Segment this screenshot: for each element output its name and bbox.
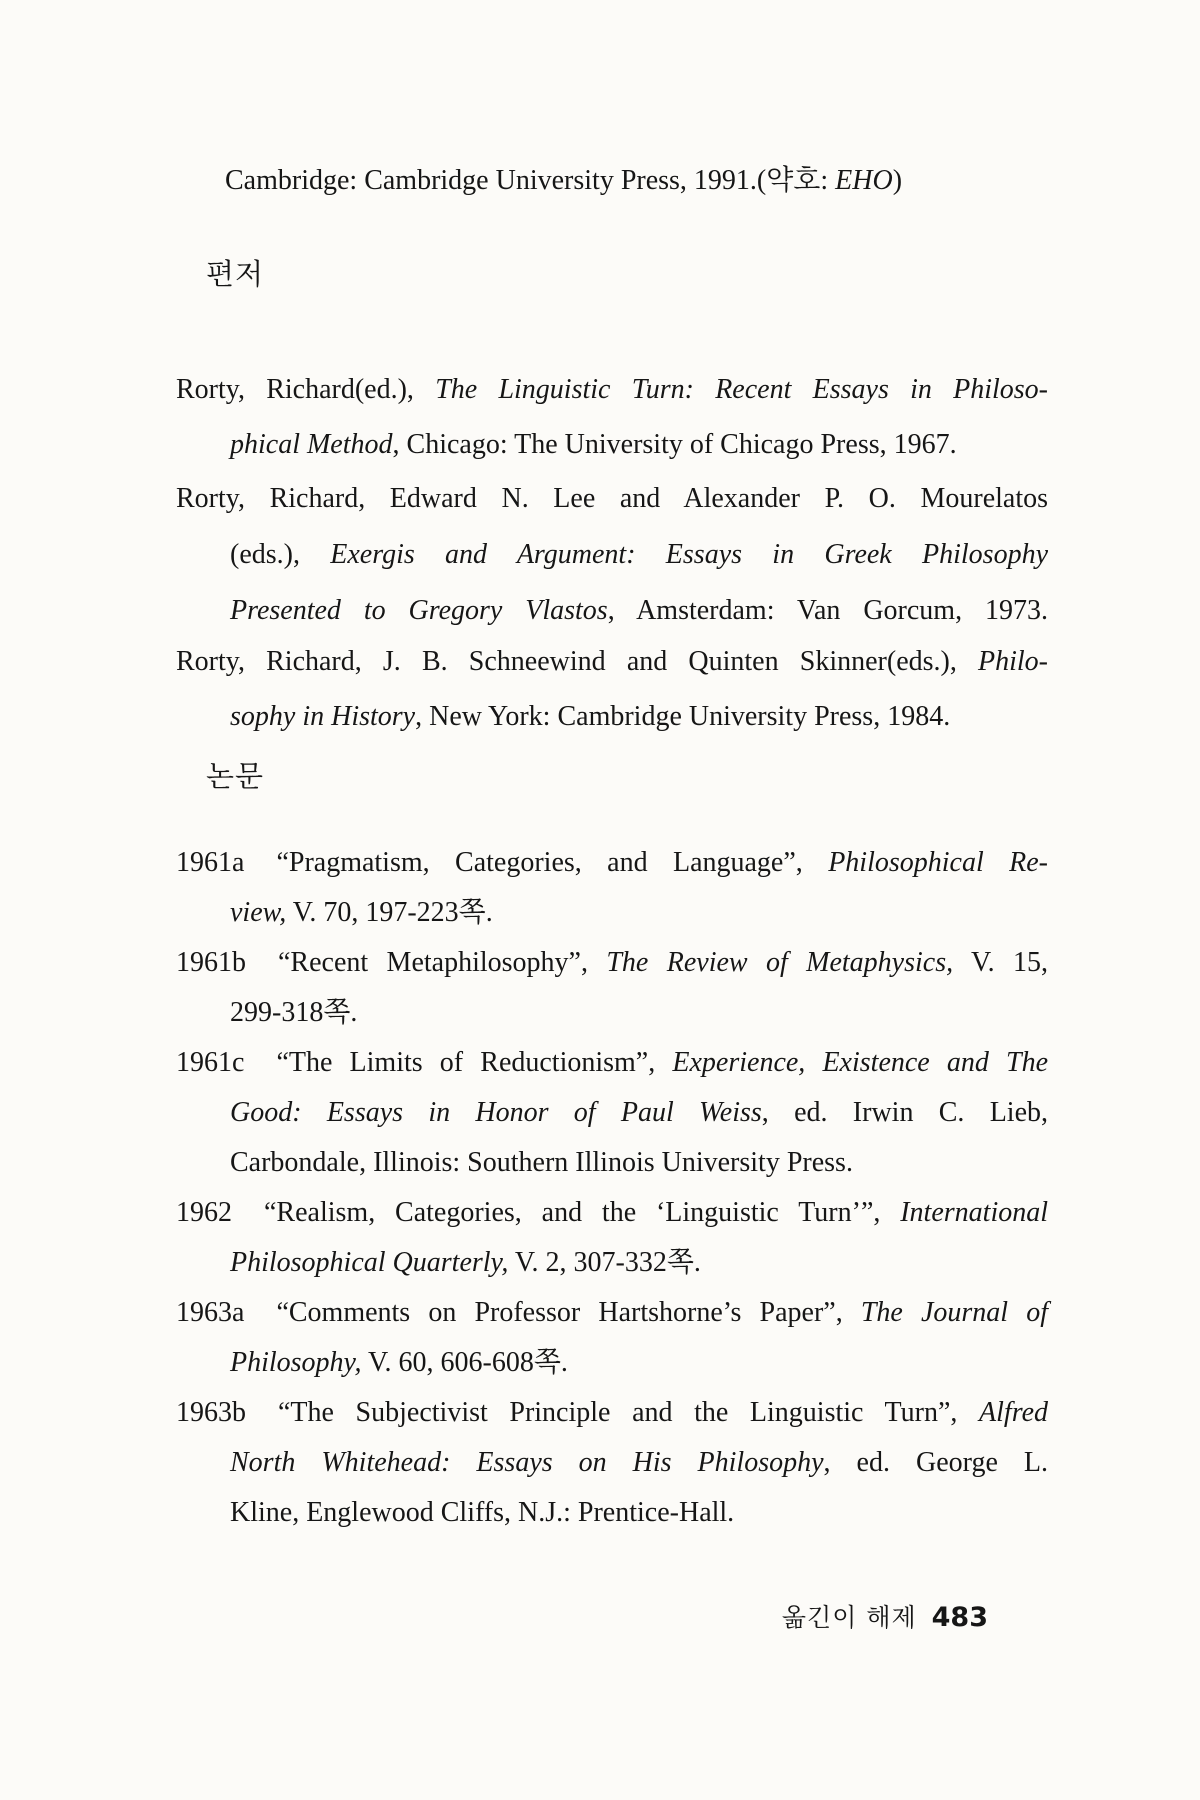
italic-text-segment: Philosophical Re- xyxy=(828,847,1048,878)
article-year-label: 1961a xyxy=(176,847,245,878)
italic-text-segment: Philo- xyxy=(978,646,1048,677)
bibliography-entry-line xyxy=(176,372,1048,407)
italic-text-segment: Experience, Existence and The xyxy=(672,1047,1049,1078)
text-segment: “Pragmatism, Categories, and Language”, xyxy=(276,847,829,878)
italic-text-segment: Philosophical Quarterly, xyxy=(230,1247,509,1278)
text-segment: Kline, Englewood Cliffs, N.J.: Prentice-Hall. xyxy=(230,1497,735,1528)
article-title-text xyxy=(278,945,1048,980)
article-continuation-line xyxy=(230,995,1048,1030)
article-title-text xyxy=(276,1295,1048,1330)
article-year-label: 1961c xyxy=(176,1047,245,1078)
carryover-bibliography-line xyxy=(225,163,1048,198)
section-heading-edited-works: 편저 xyxy=(206,259,265,291)
text-segment: , ed. Irwin C. Lieb, xyxy=(761,1097,1049,1128)
article-continuation-line xyxy=(230,1495,1048,1530)
page-footer xyxy=(782,1598,988,1634)
section-heading-articles: 논문 xyxy=(206,761,265,793)
text-segment: Cambridge: Cambridge University Press, 1991.(약호: xyxy=(225,165,836,196)
bibliography-entry-line xyxy=(230,427,1048,462)
bibliography-entry-line xyxy=(230,537,1048,572)
article-continuation-line xyxy=(230,1445,1048,1480)
text-segment: “Realism, Categories, and the ‘Linguistic Turn’”, xyxy=(264,1197,901,1228)
text-segment: V. 15, xyxy=(953,947,1048,978)
text-segment: , Chicago: The University of Chicago Press, 1967. xyxy=(392,429,957,460)
article-title-text xyxy=(264,1195,1048,1230)
article-entry-first-line xyxy=(176,1395,1048,1430)
article-year-label: 1963b xyxy=(176,1397,246,1428)
article-entry-first-line xyxy=(176,1295,1048,1330)
footer-section-label: 옮긴이 해제 xyxy=(781,1603,917,1632)
italic-text-segment: Alfred xyxy=(979,1397,1048,1428)
text-segment: “The Subjectivist Principle and the Linguistic Turn”, xyxy=(278,1397,980,1428)
article-year-label: 1961b xyxy=(176,947,246,978)
text-segment: Rorty, Richard, J. B. Schneewind and Quinten Skinner(eds.), xyxy=(176,646,978,677)
article-entry-first-line xyxy=(176,1195,1048,1230)
italic-text-segment: North Whitehead: Essays on His Philosophy xyxy=(230,1447,824,1478)
bibliography-entry-line xyxy=(230,593,1048,628)
text-segment: “Recent Metaphilosophy”, xyxy=(278,947,607,978)
article-continuation-line xyxy=(230,1345,1048,1380)
article-title-text xyxy=(276,1045,1048,1080)
article-year-label: 1963a xyxy=(176,1297,245,1328)
article-entry-first-line xyxy=(176,845,1048,880)
bibliography-entry-line xyxy=(176,481,1048,516)
text-segment: “Comments on Professor Hartshorne’s Paper”, xyxy=(276,1297,861,1328)
article-entry-first-line xyxy=(176,1045,1048,1080)
italic-text-segment: International xyxy=(900,1197,1048,1228)
text-segment: , New York: Cambridge University Press, 1984. xyxy=(415,701,951,732)
text-segment: (eds.), xyxy=(230,539,331,570)
article-title-text xyxy=(278,1395,1048,1430)
text-segment: V. 60, 606-608쪽. xyxy=(361,1347,568,1378)
article-entry-first-line xyxy=(176,945,1048,980)
italic-text-segment: The Journal of xyxy=(860,1297,1048,1328)
text-segment: , Amsterdam: Van Gorcum, 1973. xyxy=(607,595,1048,626)
italic-text-segment: sophy in History xyxy=(230,701,416,732)
italic-text-segment: phical Method xyxy=(230,429,393,460)
italic-text-segment: Philosophy, xyxy=(230,1347,362,1378)
article-year-label: 1962 xyxy=(176,1197,232,1228)
text-segment: “The Limits of Reductionism”, xyxy=(276,1047,673,1078)
italic-text-segment: Exergis and Argument: Essays in Greek Philosophy xyxy=(330,539,1048,570)
text-segment: V. 2, 307-332쪽. xyxy=(508,1247,701,1278)
footer-page-number: 483 xyxy=(931,1602,988,1633)
bibliography-entry-line xyxy=(176,644,1048,679)
bibliography-entry-line xyxy=(230,699,1048,734)
text-segment: Carbondale, Illinois: Southern Illinois University Press. xyxy=(230,1147,853,1178)
italic-text-segment: Presented to Gregory Vlastos xyxy=(230,595,608,626)
article-continuation-line xyxy=(230,1245,1048,1280)
text-segment: , ed. George L. xyxy=(823,1447,1048,1478)
article-continuation-line xyxy=(230,895,1048,930)
article-title-text xyxy=(276,845,1048,880)
text-segment: 299-318쪽. xyxy=(230,997,358,1028)
text-segment: V. 70, 197-223쪽. xyxy=(286,897,493,928)
italic-text-segment: EHO xyxy=(835,165,893,196)
italic-text-segment: The Linguistic Turn: Recent Essays in Philoso- xyxy=(435,374,1049,405)
italic-text-segment: Good: Essays in Honor of Paul Weiss xyxy=(230,1097,762,1128)
text-segment: ) xyxy=(892,165,903,196)
article-continuation-line xyxy=(230,1145,1048,1180)
italic-text-segment: The Review of Metaphysics, xyxy=(606,947,954,978)
italic-text-segment: view, xyxy=(230,897,287,928)
text-segment: Rorty, Richard, Edward N. Lee and Alexander P. O. Mourelatos xyxy=(176,483,1048,514)
text-segment: Rorty, Richard(ed.), xyxy=(176,374,436,405)
article-continuation-line xyxy=(230,1095,1048,1130)
